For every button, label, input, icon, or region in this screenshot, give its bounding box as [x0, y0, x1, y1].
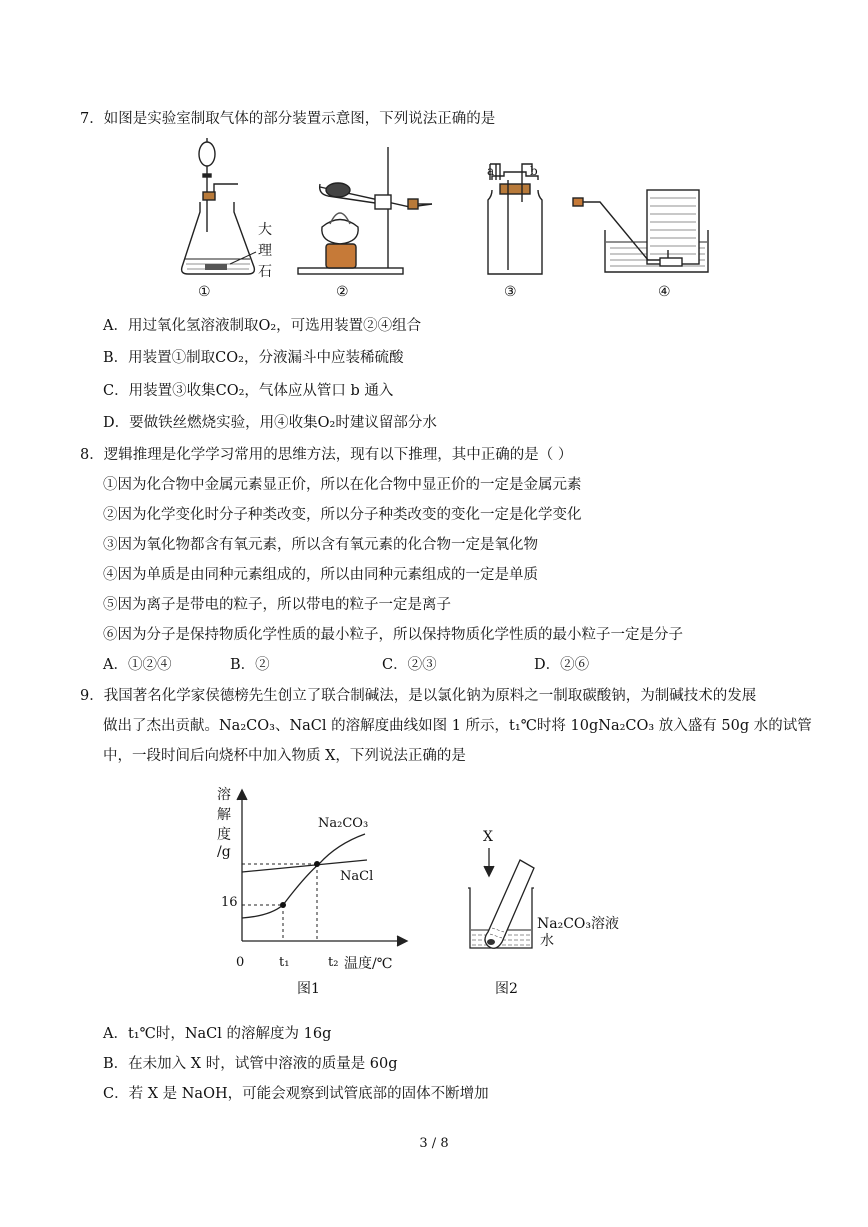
q8-stem: 8．逻辑推理是化学学习常用的思维方法，现有以下推理，其中正确的是（ ） — [80, 447, 573, 463]
fig2-solution-label: Na₂CO₃溶液 — [537, 916, 620, 932]
apparatus-number-1: ① — [198, 284, 211, 300]
q8-statement-1: ①因为化合物中金属元素显正价，所以在化合物中显正价的一定是金属元素 — [103, 477, 582, 493]
port-a-label: a — [487, 164, 495, 178]
q8-statement-5: ⑤因为离子是带电的粒子，所以带电的粒子一定是离子 — [103, 597, 451, 613]
fig1-series-nacl: NaCl — [340, 869, 374, 884]
q7-apparatus-figure — [170, 132, 710, 307]
fig1-xlabel: 温度/℃ — [344, 956, 393, 972]
fig1-origin: 0 — [236, 955, 245, 970]
q7-option-d: D．要做铁丝燃烧实验，用④收集O₂时建议留部分水 — [103, 415, 437, 431]
point-t1-na2co3 — [280, 902, 286, 908]
q7-option-a: A．用过氧化氢溶液制取O₂，可选用装置②④组合 — [103, 318, 422, 334]
q7-option-b: B．用装置①制取CO₂，分液漏斗中应装稀硫酸 — [103, 350, 404, 366]
q8-choice-b: B．② — [230, 657, 270, 673]
fig1-x-tick-t1: t₁ — [279, 955, 290, 970]
apparatus-3-gas-bottle — [488, 164, 542, 274]
fig1-y-tick-16: 16 — [221, 895, 238, 910]
q9-option-b: B．在未加入 X 时，试管中溶液的质量是 60g — [103, 1056, 398, 1072]
solid-residue — [487, 939, 495, 945]
fig1-series-na2co3: Na₂CO₃ — [318, 816, 369, 831]
q8-statement-6: ⑥因为分子是保持物质化学性质的最小粒子，所以保持物质化学性质的最小粒子一定是分子 — [103, 627, 683, 643]
marble-label-3: 石 — [258, 264, 272, 280]
q9-stem-line-3: 中，一段时间后向烧杯中加入物质 X，下列说法正确的是 — [103, 748, 466, 764]
q8-choice-c: C．②③ — [382, 657, 437, 673]
fig2-x-label: X — [483, 829, 493, 845]
point-intersection — [314, 861, 320, 867]
fig1-ylabel-1: 溶 — [217, 787, 231, 803]
apparatus-number-3: ③ — [504, 284, 517, 300]
q8-statement-3: ③因为氧化物都含有氧元素，所以含有氧元素的化合物一定是氧化物 — [103, 537, 538, 553]
page-number: 3 / 8 — [419, 1136, 449, 1151]
q8-choice-a: A．①②④ — [103, 657, 172, 673]
apparatus-2-heating — [298, 147, 432, 274]
q9-option-a: A．t₁℃时，NaCl 的溶解度为 16g — [103, 1026, 332, 1042]
q9-stem-line-2: 做出了杰出贡献。Na₂CO₃、NaCl 的溶解度曲线如图 1 所示，t₁℃时将 10gNa₂CO₃ 放入盛有 50g 水的试管 — [103, 718, 812, 734]
apparatus-number-2: ② — [336, 284, 349, 300]
q8-choice-d: D．②⑥ — [534, 657, 590, 673]
fig1-x-tick-t2: t₂ — [328, 955, 339, 970]
port-b-label: b — [530, 164, 538, 178]
q8-choices — [103, 653, 703, 673]
q8-statement-2: ②因为化学变化时分子种类改变，所以分子种类改变的变化一定是化学变化 — [103, 507, 582, 523]
marble-label-2: 理 — [258, 243, 272, 259]
q7-option-c: C．用装置③收集CO₂，气体应从管口 b 通入 — [103, 383, 394, 399]
apparatus-4-trough — [573, 190, 708, 272]
apparatus-number-4: ④ — [658, 284, 671, 300]
apparatus-1-flask — [182, 138, 256, 274]
q9-stem-line-1: 9．我国著名化学家侯德榜先生创立了联合制碱法，是以氯化钠为原料之一制取碳酸钠，为制碱技术的发展 — [80, 688, 757, 704]
fig1-ylabel-3: 度 — [217, 827, 231, 843]
fig2-water-label: 水 — [540, 933, 554, 949]
q9-option-c: C．若 X 是 NaOH，可能会观察到试管底部的固体不断增加 — [103, 1086, 489, 1102]
fig1-ylabel-2: 解 — [217, 807, 231, 823]
fig2-caption: 图2 — [495, 981, 518, 997]
solubility-chart — [215, 778, 415, 978]
q8-statement-4: ④因为单质是由同种元素组成的，所以由同种元素组成的一定是单质 — [103, 567, 538, 583]
x-axis-arrow — [397, 936, 407, 946]
fig1-caption: 图1 — [297, 981, 320, 997]
y-axis-arrow — [237, 790, 247, 800]
x-arrow-head — [484, 866, 494, 876]
fig1-ylabel-4: /g — [217, 844, 231, 860]
marble-label-1: 大 — [258, 222, 272, 238]
q7-stem: 7．如图是实验室制取气体的部分装置示意图，下列说法正确的是 — [80, 111, 496, 127]
